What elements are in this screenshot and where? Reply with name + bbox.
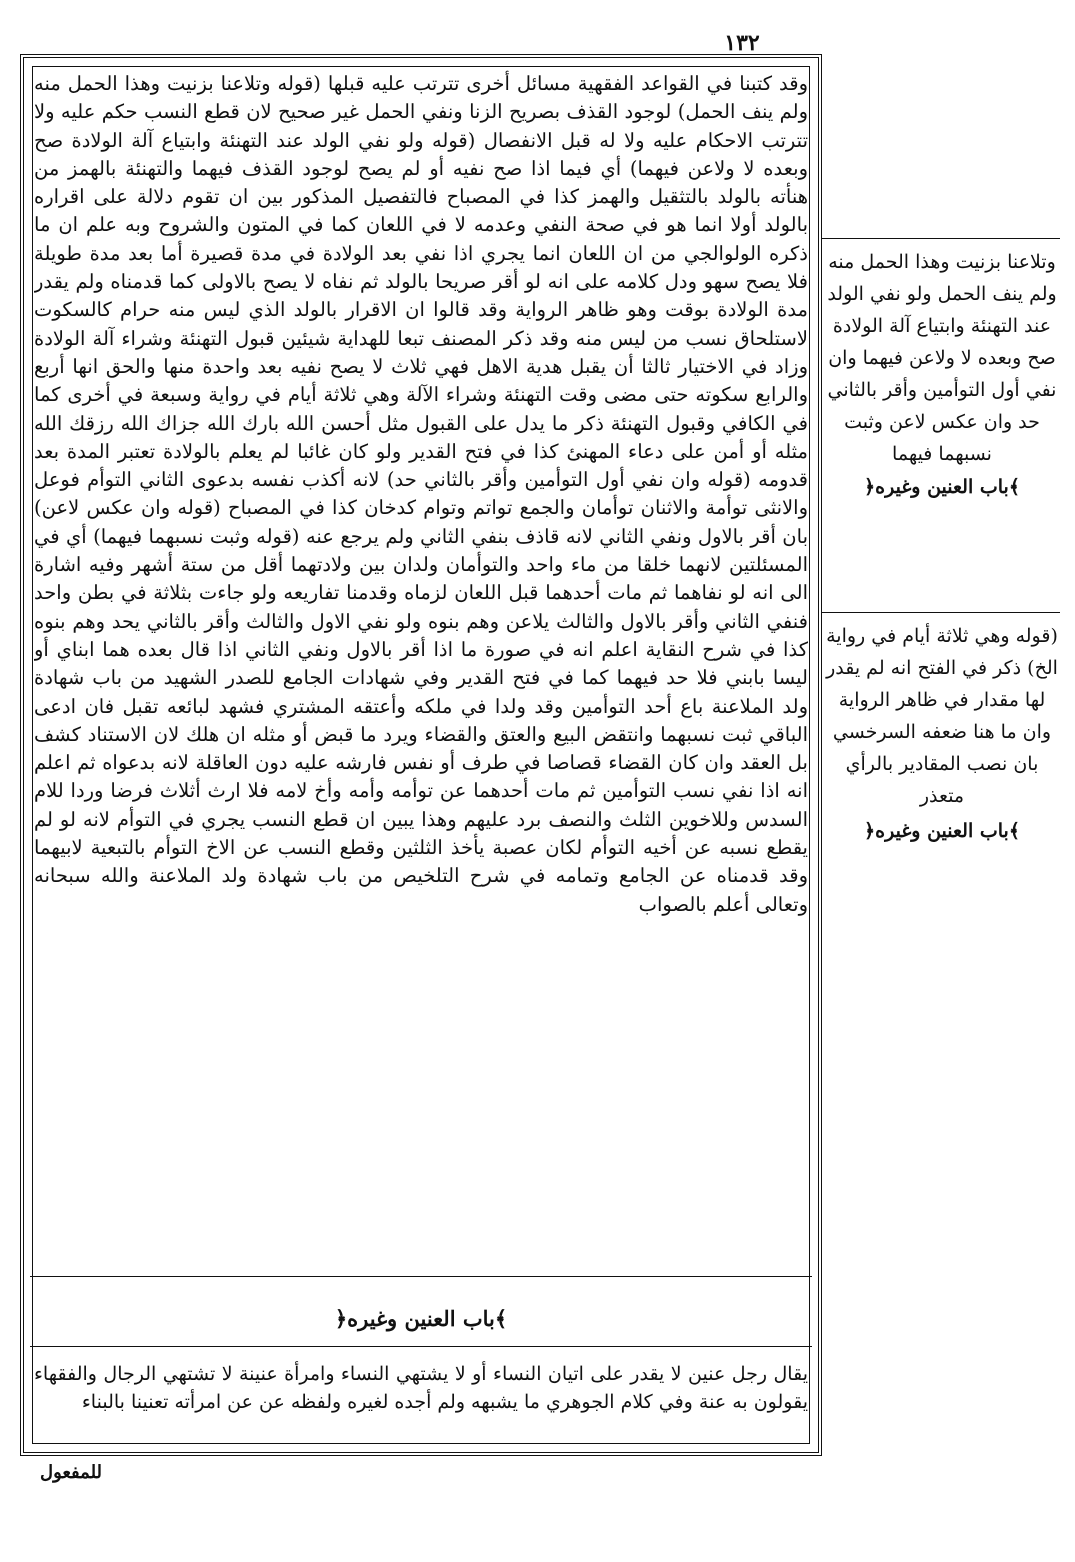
margin-rule-top (822, 238, 1060, 239)
margin-column-lower (826, 620, 1058, 842)
main-text-body: وقد كتبنا في القواعد الفقهية مسائل أخرى تترتب عليه قبلها (قوله وتلاعنا بزنيت وهذا الحمل منه ولم ينف الحمل) لوجود القذف بصريح الزنا ونفي الحمل غير صحيح لان قطع النسب حكم عليه ولا تترتب الاحكام عليه ولا له قبل الانفصال (قوله ولو نفي الولد عند التهنئة وابتياع آلة الولادة صح وبعده لا ولاعن فيهما) أي فيما اذا صح نفيه أو لم يصح لوجود القذف فيهما والتهنئة بالهمز من هنأته بالولد بالتثقيل والهمز كذا في المصباح فالتفصيل المذكور بين ان تقوم دلالة على اقراره بالولد أولا انما هو في صحة النفي وعدمه لا في اللعان كما في المتون والشروح وبه علم ان ما ذكره الولوالجي من ان اللعان انما يجري اذا نفي بعد الولادة في مدة قصيرة أما بعد مدة طويلة فلا يصح سهو ودل كلامه على انه لو أقر صريحا بالولد ثم نفاه لا يصح بالاولى كما قدمناه ولم يقدر مدة الولادة بوقت وهو ظاهر الرواية وقد قالوا ان الاقرار بالولد الذي ليس منه حرام كالسكوت لاستلحاق نسب من ليس منه وقد ذكر المصنف تبعا للهداية شيئين قبول التهنئة وشراء آلة الولادة وزاد في الاختيار ثالثا أن يقبل هدية الاهل فهي ثلاث لا يصح نفيه بعد واحدة منها والحق انها أربع والرابع سكوته حتى مضى وقت التهنئة وشراء الآلة وهي ثلاثة أيام في رواية وسبعة في أخرى كما في الكافي وقبول التهنئة ذكر ما يدل على القبول مثل أحسن الله بارك الله جزاك الله رزقك الله مثله أو أمن على دعاء المهنئ كذا في فتح القدير ولو كان غائبا لم يعلم بالولادة تعتبر المدة بعد قدومه (قوله وان نفي أول التوأمين وأقر بالثاني حد) لانه أكذب نفسه بدعوى الثاني التوأم فوعل والانثى توأمة والاثنان توأمان والجمع تواتم وتوام كدخان كذا في المصباح (قوله وان عكس لاعن) بان أقر بالاول ونفي الثاني لانه قاذف بنفي الثاني ولم يرجع عنه (قوله وثبت نسبهما فيهما) أي في المسئلتين لانهما خلقا من ماء واحد والتوأمان ولدان بين ولادتهما أقل من ستة أشهر وفيه اشارة الى انه لو نفاهما ثم مات أحدهما قبل اللعان لزماه وقدمنا تفاريعه ولو جاءت بثلاثة في بطن واحد فنفي الثاني وأقر بالاول والثالث يلاعن وهم بنوه ولو نفي الاول والثالث وأقر بالثاني يحد وهم بنوه كذا في شرح النقاية اعلم انه في صورة ما اذا أقر بالاول ونفي الثاني اذا قال بعده هما ابناي أو ليسا بابني فلا حد فيهما كما في فتح القدير وفي شهادات الجامع للصدر الشهيد من باب شهادة ولد الملاعنة باع أحد التوأمين وقد ولدا في ملكه وأعتقه المشتري فشهد لبائعه تقبل فان ادعى الباقي ثبت نسبهما وانتقض البيع والعتق والقضاء ويرد ما قبض أو مثله ان هلك لان الاستناد كشف بل العقد وان كان القضاء قصاصا في طرف أو نفس فارشه عليه دون العاقلة لانه بدعواه ثم اعلم انه اذا نفي نسب التوأمين ثم مات أحدهما عن توأمه وأمه وأخ لامه فلا ارث أثلاث فرضا وردا للام السدس وللاخوين الثلث والنصف برد عليهم وهذا يبين ان قطع النسب يجري في التوأم لانه لو لم يقطع نسبه عن أخيه التوأم لكان عصبة يأخذ الثلثين وقطع النسب عن الاخ التوأم بالتبعية لابيهما وقد قدمناه عن الجامع وتمامه في شرح التلخيص من باب شهادة ولد الملاعنة والله سبحانه وتعالى أعلم بالصواب (34, 72, 808, 916)
chapter-title: ﴿باب العنين وغيره﴾ (334, 1306, 508, 1331)
margin-note-gloss: (قوله وهي ثلاثة أيام في رواية الخ) ذكر في الفتح انه لم يقدر لها مقدار في ظاهر الرواية وان ما هنا ضعفه السرخسي بان نصب المقادير بالرأي متعذر (826, 625, 1058, 807)
margin-heading-2: ﴿باب العنين وغيره﴾ (864, 820, 1020, 842)
margin-note-matn: وتلاعنا بزنيت وهذا الحمل منه ولم ينف الحمل ولو نفي الولد عند التهنئة وابتياع آلة الولادة صح وبعده لا ولاعن فيهما وان نفي أول التوأمين وأقر بالثاني حد وان عكس لاعن وثبت نسبهما فيهما (827, 251, 1057, 465)
margin-column-upper (826, 246, 1058, 498)
margin-rule-middle (822, 612, 1060, 613)
chapter-opening-text: يقال رجل عنين لا يقدر على اتيان النساء أو لا يشتهي النساء وامرأة عنينة لا تشتهي الرجال والفقهاء يقولون به عنة وفي كلام الجوهري ما يشبهه ولم أجده لغيره ولفظه عن عن امرأته تعنينا بالبناء (34, 1363, 808, 1413)
catchword: للمفعول (40, 1462, 103, 1483)
margin-heading-1: ﴿باب العنين وغيره﴾ (864, 476, 1020, 498)
chapter-divider-top (30, 1276, 812, 1277)
page-number: ١٣٢ (724, 30, 760, 56)
chapter-divider-bottom (30, 1346, 812, 1347)
